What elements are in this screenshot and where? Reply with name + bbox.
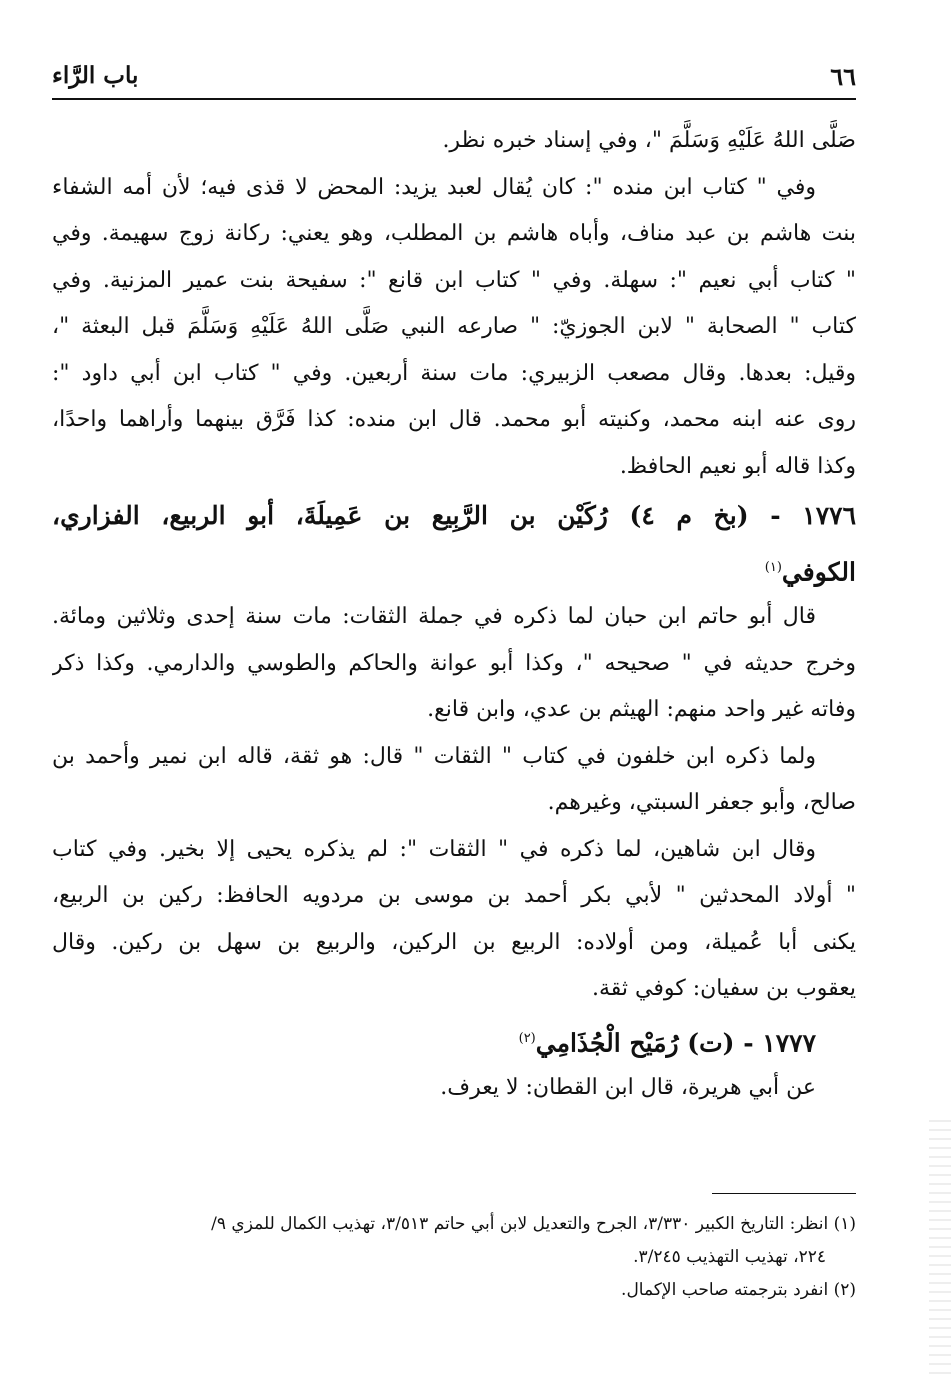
text-line: عن أبي هريرة، قال ابن القطان: لا يعرف. <box>440 1074 816 1100</box>
footnote-line: (١) انظر: التاريخ الكبير ٣/٣٣٠، الجرح والتعديل لابن أبي حاتم ٣/٥١٣، تهذيب الكمال للمزي ٩/ <box>211 1214 856 1234</box>
footnote-line: (٢) انفرد بترجمته صاحب الإكمال. <box>621 1280 856 1300</box>
text-line: قال أبو حاتم ابن حبان لما ذكره في جملة الثقات: مات سنة إحدى وثلاثين ومائة. <box>52 604 816 629</box>
entry-nisba: الكوفي <box>781 557 856 587</box>
text-line: صَلَّى اللهُ عَلَيْهِ وَسَلَّمَ "، وفي إسناد خبره نظر. <box>442 128 856 153</box>
footnote-mark: (١) <box>764 560 782 575</box>
text-line: وكذا قاله أبو نعيم الحافظ. <box>619 453 856 479</box>
text-line: ولما ذكره ابن خلفون في كتاب " الثقات " قال: هو ثقة، قاله ابن نمير وأحمد بن <box>52 743 816 769</box>
scan-edge-artifact <box>929 1120 951 1377</box>
text-line: يعقوب بن سفيان: كوفي ثقة. <box>592 976 856 1001</box>
footnotes <box>52 1208 856 1307</box>
text-line: وفي " كتاب ابن منده ": كان يُقال لعبد يزيد: المحض لا قذى فيه؛ لأن أمه الشفاء <box>52 174 816 200</box>
text-line: وقال ابن شاهين، لما ذكره في " الثقات ": لم يذكره يحيى إلا بخير. وفي كتاب <box>52 836 816 862</box>
entry-heading-1776-cont <box>52 542 856 594</box>
main-text <box>52 118 856 1111</box>
page-header <box>52 58 856 100</box>
text-line: روى عنه ابنه محمد، وكنيته أبو محمد. قال ابن منده: كذا فَرَّق بينهما وأراهما واحدًا، <box>52 407 856 432</box>
footnote-line: ٢٢٤، تهذيب التهذيب ٣/٢٤٥. <box>633 1247 826 1267</box>
entry-title: ١٧٧٧ - (ت) رُمَيْح الْجُذَامِي <box>535 1027 816 1057</box>
text-line: بنت هاشم بن عبد مناف، وأباه هاشم بن المطلب، وهو يعني: ركانة زوج سهيمة. وفي <box>52 221 856 246</box>
entry-heading-1776: ١٧٧٦ - (بخ م ٤) رُكَيْن بن الرَّبِيع بن عَمِيلَةَ، أبو الربيع، الفزاري، <box>52 501 856 530</box>
text-line: وخرج حديثه في " صحيحه "، وكذا أبو عوانة والحاكم والطوسي والدارمي. وكذا ذكر <box>52 650 856 676</box>
text-line: صالح، وأبو جعفر السبتي، وغيرهم. <box>547 790 856 815</box>
text-line: " كتاب أبي نعيم ": سهلة. وفي " كتاب ابن قانع ": سفيحة بنت عمير المزنية. وفي <box>52 267 856 293</box>
page-number: ٦٦ <box>830 62 856 91</box>
text-line: يكنى أبا عُميلة، ومن أولاده: الربيع بن الركين، والربيع بن سهل بن ركين. وقال <box>52 929 856 955</box>
text-line: كتاب " الصحابة " لابن الجوزيّ: " صارعه النبي صَلَّى اللهُ عَلَيْهِ وَسَلَّمَ قبل البعثة "، <box>52 314 856 339</box>
chapter-title: باب الرَّاء <box>52 62 139 89</box>
entry-heading-1777 <box>52 1013 856 1065</box>
text-line: وفاته غير واحد منهم: الهيثم بن عدي، وابن قانع. <box>427 697 856 722</box>
text-line: " أولاد المحدثين " لأبي بكر أحمد بن موسى بن مردويه الحافظ: ركين بن الربيع، <box>52 883 856 908</box>
footnote-divider <box>712 1193 856 1194</box>
footnote-mark: (٢) <box>518 1030 536 1046</box>
text-line: وقيل: بعدها. وقال مصعب الزبيري: مات سنة أربعين. وفي " كتاب ابن أبي داود ": <box>52 360 856 386</box>
